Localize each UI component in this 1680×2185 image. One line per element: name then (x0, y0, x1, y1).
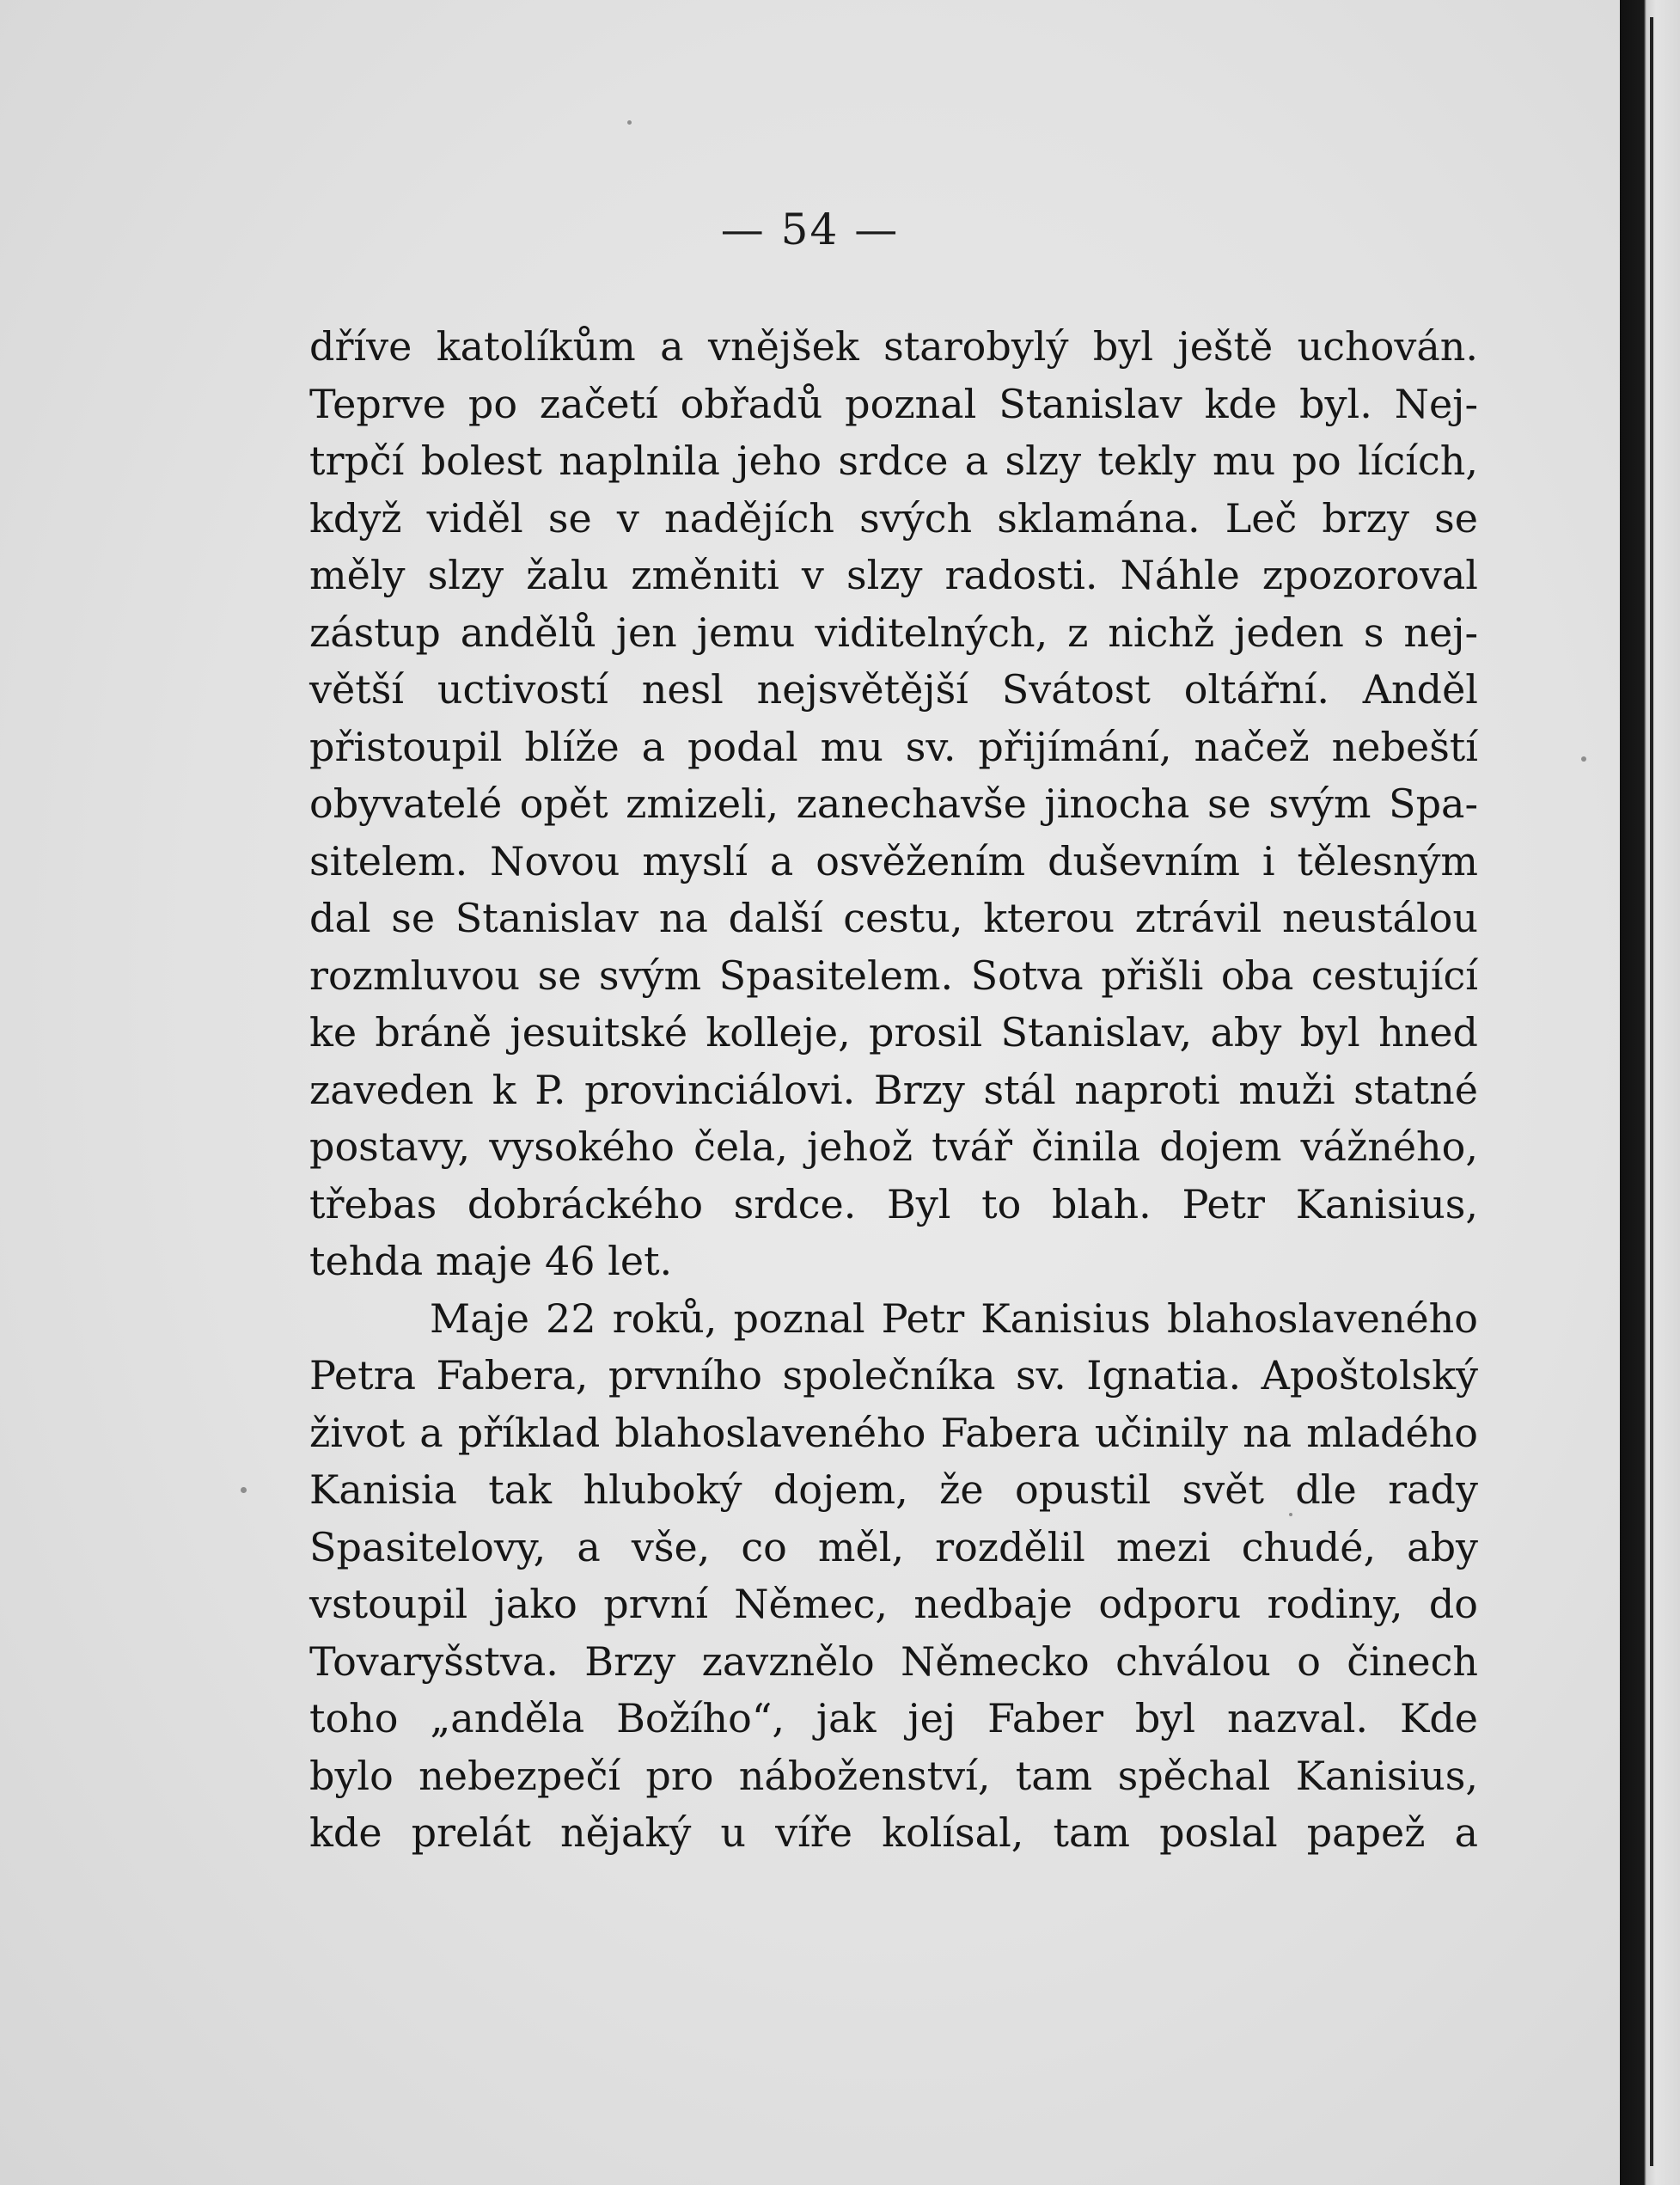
text-line: zaveden k P. provinciálovi. Brzy stál naproti muži statné (309, 1066, 1478, 1113)
text-line: trpčí bolest naplnila jeho srdce a slzy tekly mu po lících, (309, 438, 1478, 484)
text-line: dal se Stanislav na další cestu, kterou ztrávil neustálou (309, 895, 1478, 941)
text-line: rozmluvou se svým Spasitelem. Sotva přišli oba cestující (309, 952, 1478, 999)
dust-speck (241, 1487, 247, 1493)
text-line: sitelem. Novou myslí a osvěžením duševním i tělesným (309, 837, 1478, 884)
text-line: měly slzy žalu změniti v slzy radosti. Náhle zpozoroval (309, 552, 1478, 598)
text-line: tehda maje 46 let. (309, 1238, 673, 1284)
text-line: když viděl se v nadějích svých sklamána. Leč brzy se (309, 494, 1478, 542)
dust-speck (1581, 756, 1586, 762)
text-line: Petra Fabera, prvního společníka sv. Ignatia. Apoštolský (309, 1352, 1478, 1399)
text-line: bylo nebezpečí pro náboženství, tam spěchal Kanisius, (309, 1752, 1478, 1799)
text-line: Tovaryšstva. Brzy zavznělo Německo chválou o činech (309, 1637, 1478, 1685)
text-line: přistoupil blíže a podal mu sv. přijímání, načež nebeští (309, 723, 1478, 770)
binding-edge (1650, 17, 1653, 2166)
text-line: Maje 22 roků, poznal Petr Kanisius blahoslaveného (430, 1294, 1478, 1342)
text-line: Teprve po začetí obřadů poznal Stanislav kde byl. Nej- (309, 380, 1478, 427)
text-line: ke bráně jesuitské kolleje, prosil Stanislav, aby byl hned (309, 1009, 1478, 1056)
page-number: — 54 — (720, 205, 900, 254)
text-line: Spasitelovy, a vše, co měl, rozdělil mezi chudé, aby (309, 1523, 1478, 1570)
text-line: zástup andělů jen jemu viditelných, z nichž jeden s nej- (309, 609, 1478, 656)
text-line: toho „anděla Božího“, jak jej Faber byl nazval. Kde (309, 1695, 1478, 1741)
text-line: kde prelát nějaký u víře kolísal, tam poslal papež a (309, 1809, 1478, 1856)
text-line: Kanisia tak hluboký dojem, že opustil svět dle rady (309, 1466, 1478, 1513)
text-line: větší uctivostí nesl nejsvětější Svátost oltářní. Anděl (309, 666, 1478, 713)
text-line: obyvatelé opět zmizeli, zanechavše jinocha se svým Spa- (309, 780, 1478, 827)
dust-speck (627, 120, 632, 125)
text-line: vstoupil jako první Němec, nedbaje odporu rodiny, do (309, 1581, 1478, 1627)
text-line: dříve katolíkům a vnějšek starobylý byl ještě uchován. (309, 323, 1478, 370)
text-line: třebas dobráckého srdce. Byl to blah. Petr Kanisius, (309, 1180, 1478, 1227)
body-text (309, 318, 1478, 1862)
text-line: postavy, vysokého čela, jehož tvář činila dojem vážného, (309, 1123, 1478, 1170)
text-line: život a příklad blahoslaveného Fabera učinily na mladého (309, 1409, 1478, 1456)
